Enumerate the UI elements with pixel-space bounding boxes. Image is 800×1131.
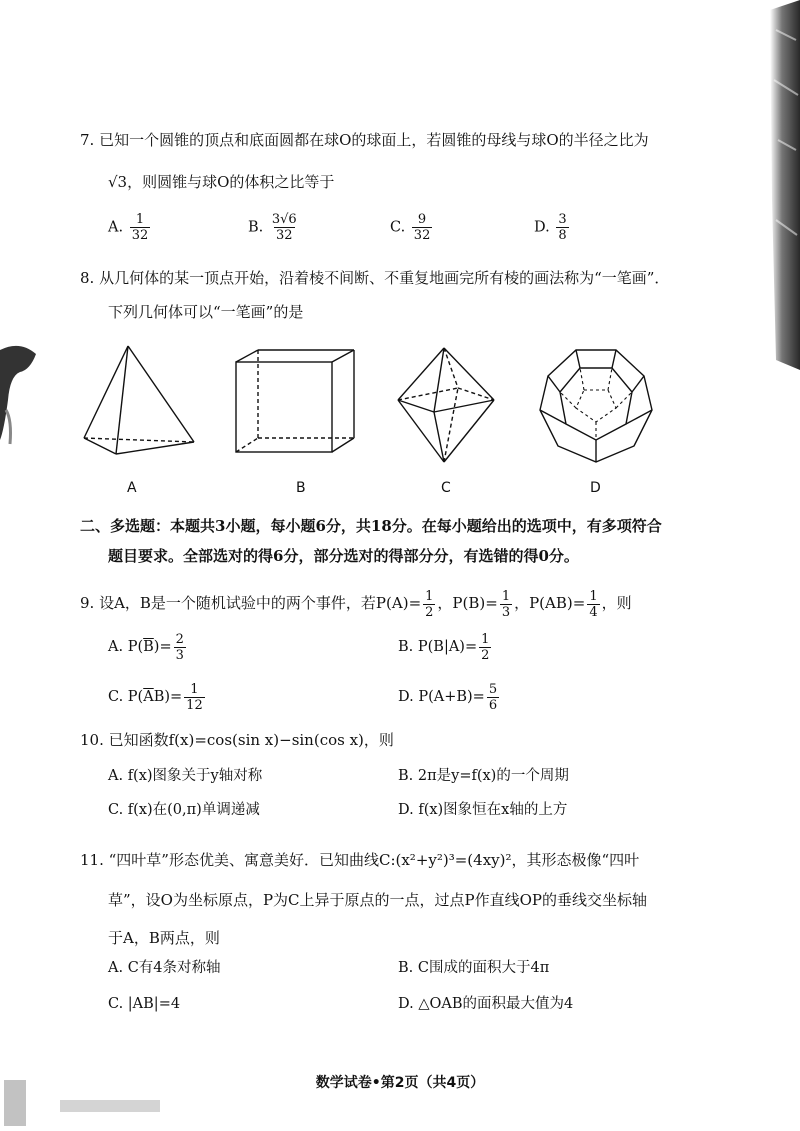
cube-icon: [232, 348, 362, 458]
octahedron-icon: [394, 346, 498, 464]
q10-option-b: B. 2π是y=f(x)的一个周期: [398, 768, 569, 784]
question-11-line-1: 11. “四叶草”形态优美、寓意美好．已知曲线C:(x²+y²)³=(4xy)²，其形态极像“四叶: [80, 851, 640, 869]
q9-option-d: D. P(A+B)= $\frac{5}{6}$: [398, 681, 498, 713]
q11-option-b: B. C围成的面积大于4π: [398, 960, 550, 976]
scan-edge-artifact: [0, 340, 38, 450]
q9-option-b: B. P(B|A)= $\frac{1}{2}$: [398, 631, 490, 663]
q11-option-c: C. |AB|=4: [108, 996, 181, 1012]
question-10-stem: 10. 已知函数f(x)=cos(sin x)−sin(cos x)，则: [80, 731, 394, 749]
q9-option-a: A. $P(\overline{B})=$ $\frac{2}{3}$: [108, 631, 184, 663]
q11-option-d: D. △OAB的面积最大值为4: [398, 996, 574, 1012]
q10-option-c: C. f(x)在(0,π)单调递减: [108, 802, 260, 818]
q7-option-b: B. $\frac{3√6}{32}$: [248, 212, 297, 243]
figure-label-a: A: [127, 480, 137, 496]
question-9-stem: 9. 设A，B是一个随机试验中的两个事件，若P(A)= $\frac{1}{2}$ ，P(B)= $\frac{1}{3}$ ，P(AB)= $\frac{1}{4}$ ，则: [80, 588, 632, 620]
q9-option-c: C. $P(\overline{A}B)=$ $\frac{1}{12}$: [108, 681, 203, 713]
q7-option-c: C. $\frac{9}{32}$: [390, 212, 431, 243]
scan-edge-artifact: [766, 0, 800, 370]
question-7-line-2: √3，则圆锥与球O的体积之比等于: [108, 173, 335, 191]
section-2-header-line-2: 题目要求。全部选对的得6分，部分选对的得部分分，有选错的得0分。: [108, 547, 579, 565]
q10-option-d: D. f(x)图象恒在x轴的上方: [398, 802, 568, 818]
figure-label-c: C: [441, 480, 451, 496]
question-7-line-1: 7. 已知一个圆锥的顶点和底面圆都在球O的球面上，若圆锥的母线与球O的半径之比为: [80, 131, 649, 149]
figure-label-b: B: [296, 480, 306, 496]
q7-option-a: A. $\frac{1}{32}$: [108, 212, 149, 243]
sqrt3: √3: [108, 173, 128, 191]
question-11-line-3: 于A，B两点，则: [108, 929, 220, 947]
tetrahedron-icon: [80, 342, 200, 462]
dodecahedron-icon: [536, 348, 656, 464]
q11-option-a: A. C有4条对称轴: [108, 960, 221, 976]
question-8-line-2: 下列几何体可以“一笔画”的是: [108, 303, 304, 321]
q10-option-a: A. f(x)图象关于y轴对称: [108, 768, 263, 784]
question-11-line-2: 草”，设O为坐标原点，P为C上异于原点的一点，过点P作直线OP的垂线交坐标轴: [108, 891, 648, 909]
q7-option-d: D. $\frac{3}{8}$: [534, 212, 567, 243]
figure-label-d: D: [590, 480, 601, 496]
scan-edge-artifact: [0, 1060, 170, 1131]
question-8-line-1: 8. 从几何体的某一顶点开始，沿着棱不间断、不重复地画完所有棱的画法称为“一笔画”．: [80, 269, 670, 287]
page-footer: 数学试卷•第2页（共4页）: [315, 1075, 485, 1091]
section-2-header-line-1: 二、多选题：本题共3小题，每小题6分，共18分。在每小题给出的选项中，有多项符合: [80, 517, 662, 535]
